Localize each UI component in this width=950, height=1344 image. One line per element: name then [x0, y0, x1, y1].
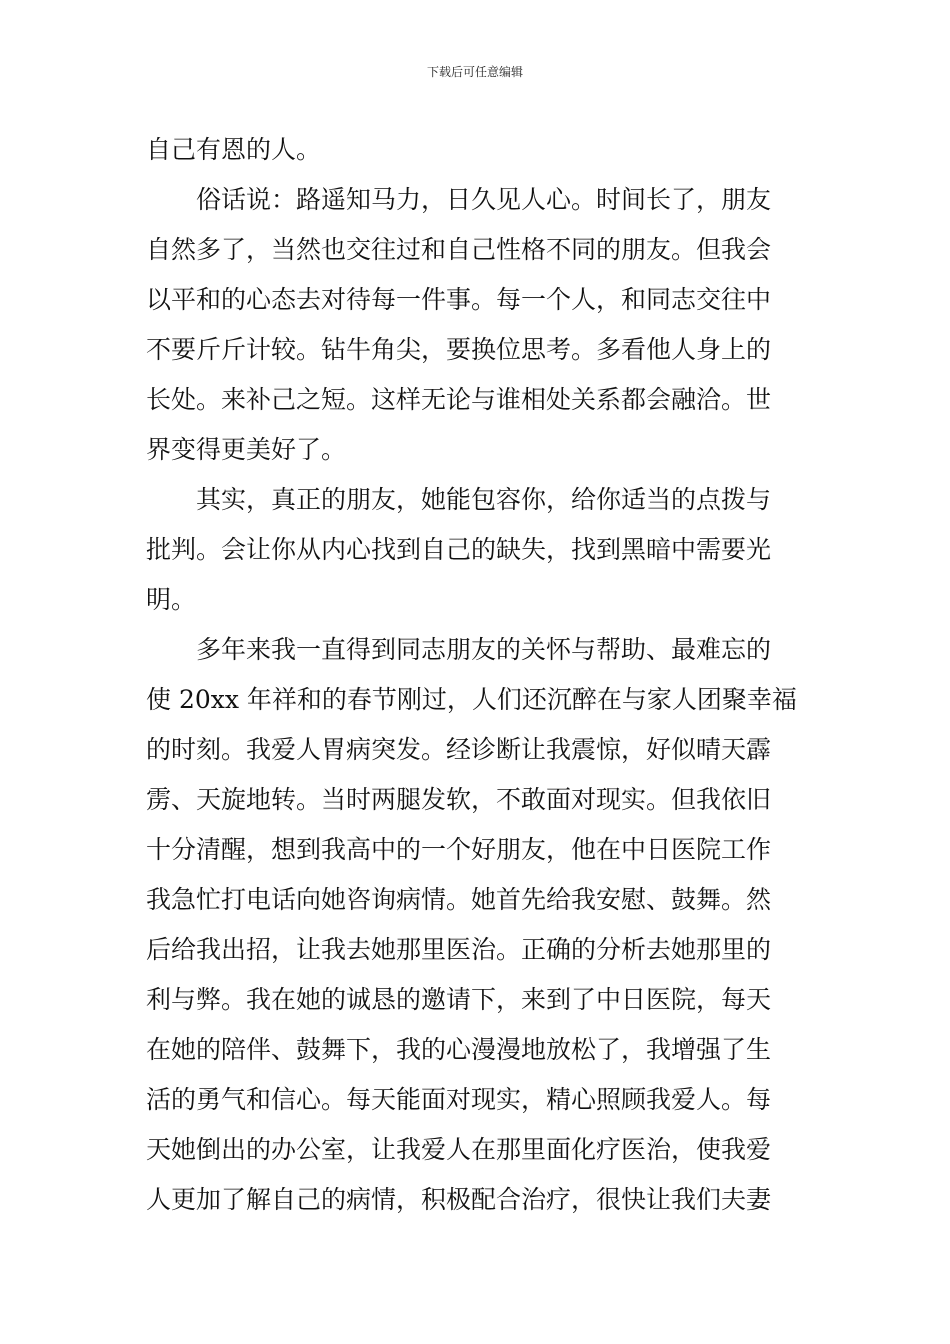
- text-line: 多年来我一直得到同志朋友的关怀与帮助、最难忘的: [196, 635, 772, 664]
- text-line: 以平和的心态去对待每一件事。每一个人，和同志交往中: [146, 285, 772, 314]
- text-line: 天她倒出的办公室，让我爱人在那里面化疗医治，使我爱: [146, 1135, 772, 1164]
- header-text: 下载后可任意编辑: [426, 65, 523, 79]
- paragraph: [146, 125, 810, 175]
- paragraph: [146, 625, 810, 1225]
- text-line: 的时刻。我爱人胃病突发。经诊断让我震惊，好似晴天霹: [146, 735, 772, 764]
- paragraph: [146, 175, 810, 475]
- text-line: 自己有恩的人。: [146, 135, 322, 164]
- text-line: 利与弊。我在她的诚恳的邀请下，来到了中日医院，每天: [146, 985, 772, 1014]
- text-line: 其实，真正的朋友，她能包容你，给你适当的点拨与: [196, 485, 772, 514]
- text-line: 在她的陪伴、鼓舞下，我的心漫漫地放松了，我增强了生: [146, 1035, 772, 1064]
- text-line: 十分清醒，想到我高中的一个好朋友，他在中日医院工作: [146, 835, 772, 864]
- text-line: 界变得更美好了。: [146, 435, 347, 464]
- text-line: 不要斤斤计较。钻牛角尖，要换位思考。多看他人身上的: [146, 335, 772, 364]
- text-line: 俗话说：路遥知马力，日久见人心。时间长了，朋友: [196, 185, 772, 214]
- page-header: [0, 64, 950, 80]
- text-line: 自然多了，当然也交往过和自己性格不同的朋友。但我会: [146, 235, 772, 264]
- text-line: 我急忙打电话向她咨询病情。她首先给我安慰、鼓舞。然: [146, 885, 772, 914]
- text-line: 活的勇气和信心。每天能面对现实，精心照顾我爱人。每: [146, 1085, 772, 1114]
- paragraph: [146, 475, 810, 625]
- text-line: 雳、天旋地转。当时两腿发软，不敢面对现实。但我依旧: [146, 785, 772, 814]
- text-line: 明。: [146, 585, 197, 614]
- text-line: 批判。会让你从内心找到自己的缺失，找到黑暗中需要光: [146, 535, 772, 564]
- text-line: 人更加了解自己的病情，积极配合治疗，很快让我们夫妻: [146, 1185, 772, 1214]
- text-line: 使 20xx 年祥和的春节刚过，人们还沉醉在与家人团聚幸福: [146, 685, 797, 714]
- text-line: 后给我出招，让我去她那里医治。正确的分析去她那里的: [146, 935, 772, 964]
- text-line: 长处。来补己之短。这样无论与谁相处关系都会融洽。世: [146, 385, 772, 414]
- document-body: [146, 125, 810, 1225]
